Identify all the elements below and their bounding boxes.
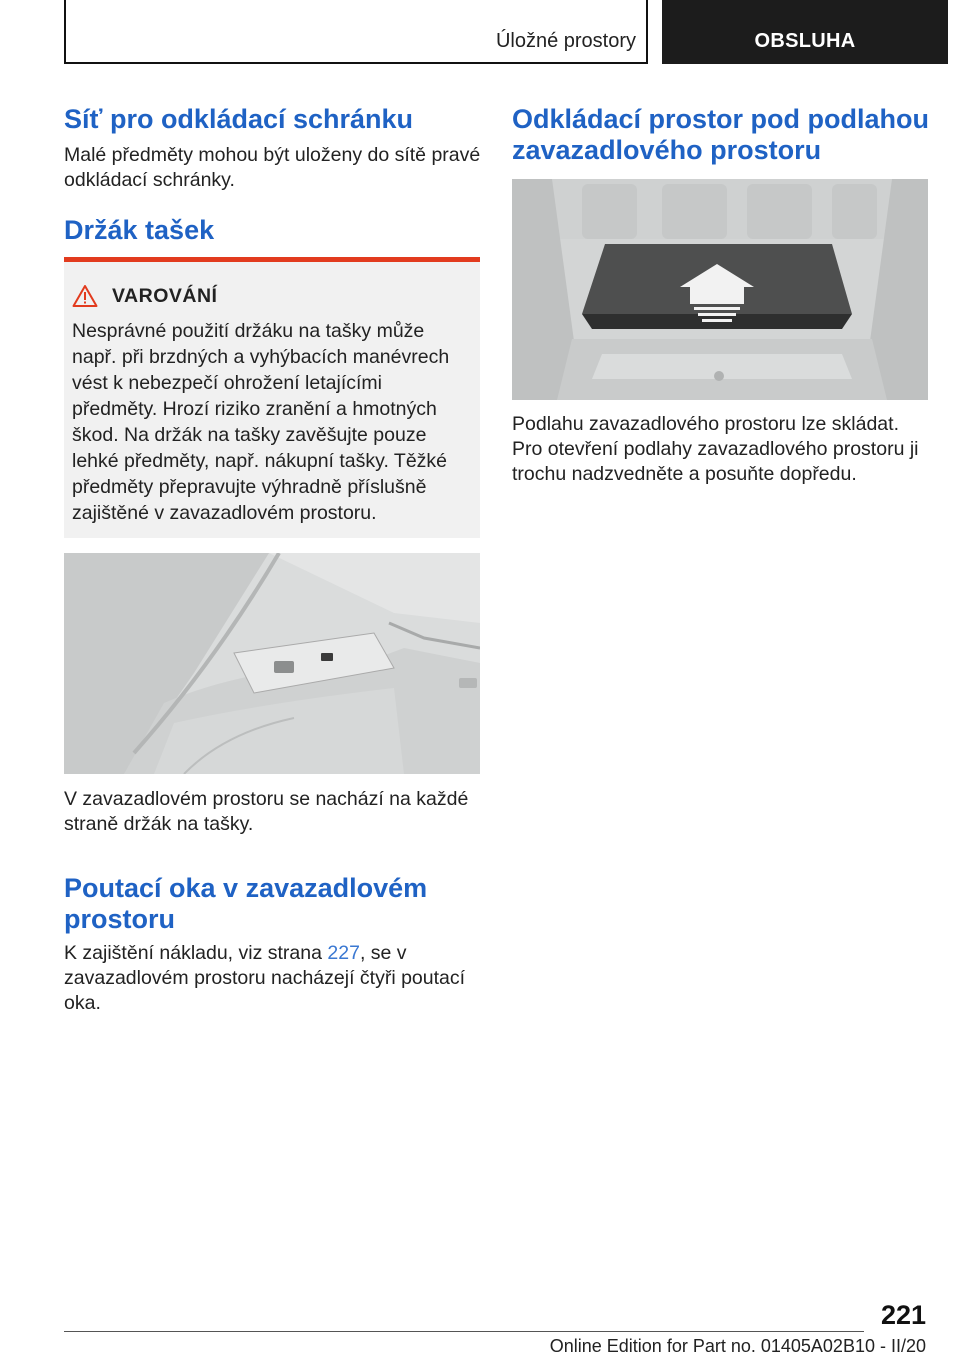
lashing-text-end: , se v zavazadlovém prostoru nacházejí čtyři poutací oka. bbox=[64, 942, 466, 1014]
floor-storage-paragraph: Podlahu zavazadlového prostoru lze skládat. Pro otevření podlahy zavazadlového prostoru ji trochu nadzvedněte a posuňte dopředu. bbox=[512, 413, 919, 485]
warning-title: VAROVÁNÍ bbox=[112, 285, 218, 307]
bag-holder-caption: V zavazadlovém prostoru se nachází na každé straně držák na tašky. bbox=[64, 788, 469, 835]
page-number: 221 bbox=[880, 1300, 926, 1330]
warning-text: Nesprávné použití držáku na tašky může např. při brzdných a vyhýbacích manévrech vést k nebezpečí ohrožení letajícími předměty. Hrozí riziko zranění a hmotných škod. Na držák na tašky zavěšujte pouze lehké předměty, např. nákupní tašky. Těžké předměty přepravujte výhradně příslušně zajištěné v zavazadlovém prostoru. bbox=[72, 320, 450, 524]
bag-holder-heading: Držák tašek bbox=[64, 215, 215, 245]
page-link[interactable]: 227 bbox=[327, 942, 360, 964]
floor-storage-heading: Odkládací prostor pod podlahou zavazadlového prostoru bbox=[512, 104, 930, 165]
net-heading: Síť pro odkládací schránku bbox=[64, 104, 414, 134]
header-chapter-tab[interactable]: OBSLUHA bbox=[662, 0, 948, 64]
bag-holder-image bbox=[64, 553, 480, 774]
warning-triangle-icon bbox=[72, 284, 98, 308]
net-paragraph: Malé předměty mohou být uloženy do sítě pravé odkládací schránky. bbox=[64, 144, 481, 191]
header-section-title: Úložné prostory bbox=[495, 30, 636, 52]
floor-storage-image bbox=[512, 179, 928, 400]
lashing-text-start: K zajištění nákladu, viz strana bbox=[64, 942, 328, 964]
lashing-eyes-paragraph bbox=[64, 941, 484, 1016]
footer-edition: Online Edition for Part no. 01405A02B10 - II/20 bbox=[549, 1336, 926, 1356]
lashing-eyes-heading: Poutací oka v zavazadlovém prostoru bbox=[64, 873, 428, 934]
footer-rule bbox=[64, 1331, 864, 1332]
